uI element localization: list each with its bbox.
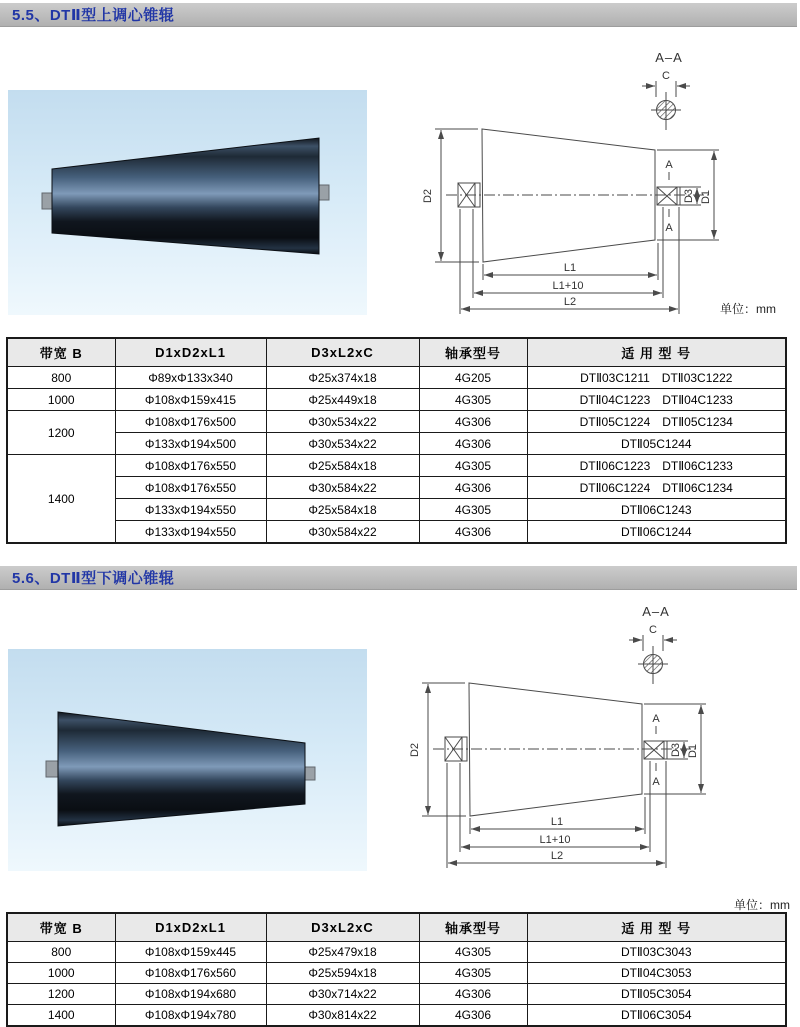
table-cell: Φ108xΦ176x550 — [115, 455, 266, 477]
label-l1: L1 — [563, 262, 577, 274]
table-cell: 1200 — [7, 984, 115, 1005]
table-cell: Φ108xΦ194x680 — [115, 984, 266, 1005]
roller-photo-1-image — [8, 90, 367, 315]
table-row — [7, 477, 786, 499]
label-c: C — [649, 624, 657, 636]
table-cell: Φ30x814x22 — [266, 1005, 419, 1027]
axle-stub-left — [46, 761, 58, 777]
table-cell: DTⅡ06C3054 — [527, 1005, 786, 1027]
label-section-aa: A–A — [655, 50, 683, 65]
table-cell: 4G306 — [419, 411, 527, 433]
roller-photo-1 — [8, 90, 367, 315]
table-cell: Φ30x584x22 — [266, 521, 419, 544]
label-d3: D3 — [670, 742, 682, 758]
table-cell: DTⅡ05C1244 — [527, 433, 786, 455]
table-cell: Φ30x534x22 — [266, 411, 419, 433]
table-cell: 800 — [7, 942, 115, 963]
label-d2: D2 — [422, 188, 434, 204]
label-d1: D1 — [687, 743, 699, 759]
col-header-d1d2l1: D1xD2xL1 — [115, 338, 266, 367]
label-l2: L2 — [550, 850, 564, 862]
section-5-6-title: 5.6、DTⅡ型下调心锥辊 — [12, 570, 175, 587]
label-a-top: A — [652, 713, 660, 725]
label-a-bottom: A — [665, 222, 673, 234]
table-cell-merged: 1200 — [7, 411, 115, 455]
table-header-row — [7, 913, 786, 942]
table-row — [7, 521, 786, 544]
table-cell: Φ133xΦ194x550 — [115, 499, 266, 521]
table-cell: DTⅡ05C3054 — [527, 984, 786, 1005]
label-d1: D1 — [700, 189, 712, 205]
table-header-row — [7, 338, 786, 367]
table-cell: Φ133xΦ194x500 — [115, 433, 266, 455]
col-header-bearing: 轴承型号 — [419, 338, 527, 367]
section-view-circle — [629, 635, 677, 684]
table-cell: Φ133xΦ194x550 — [115, 521, 266, 544]
table-cell: Φ89xΦ133x340 — [115, 367, 266, 389]
table-cell: DTⅡ03C3043 — [527, 942, 786, 963]
table-cell: 4G306 — [419, 521, 527, 544]
table-cell: 4G305 — [419, 942, 527, 963]
table-cell: Φ25x594x18 — [266, 963, 419, 984]
col-header-bandwidth: 带宽 B — [7, 338, 115, 367]
col-header-models: 适 用 型 号 — [527, 913, 786, 942]
col-header-d3l2c: D3xL2xC — [266, 338, 419, 367]
unit-label-1: 单位：mm — [720, 302, 776, 316]
table-cell: DTⅡ04C3053 — [527, 963, 786, 984]
section-5-5-header-bar — [0, 3, 797, 27]
col-header-d1d2l1: D1xD2xL1 — [115, 913, 266, 942]
right-bearing — [657, 187, 680, 205]
col-header-models: 适 用 型 号 — [527, 338, 786, 367]
spec-table-2 — [6, 912, 787, 1027]
table-cell: 1400 — [7, 1005, 115, 1027]
spec-table-1 — [6, 337, 787, 544]
label-l1: L1 — [550, 816, 564, 828]
table-cell: 4G306 — [419, 477, 527, 499]
technical-drawing-2 — [407, 594, 787, 872]
section-5-5-title: 5.5、DTⅡ型上调心锥辊 — [12, 7, 175, 24]
table-row — [7, 942, 786, 963]
table-cell: Φ25x374x18 — [266, 367, 419, 389]
section-view-circle — [642, 81, 690, 130]
table-row — [7, 411, 786, 433]
table-cell: Φ30x584x22 — [266, 477, 419, 499]
table-cell: DTⅡ05C1224 DTⅡ05C1234 — [527, 411, 786, 433]
table-cell: DTⅡ03C1211 DTⅡ03C1222 — [527, 367, 786, 389]
table-cell: DTⅡ06C1244 — [527, 521, 786, 544]
label-l1-plus-10: L1+10 — [539, 834, 571, 846]
table-cell: 4G306 — [419, 433, 527, 455]
table-cell: 4G305 — [419, 389, 527, 411]
label-section-aa: A–A — [642, 604, 670, 619]
table-cell: Φ108xΦ176x560 — [115, 963, 266, 984]
roller-photo-2-image — [8, 649, 367, 871]
table-row — [7, 455, 786, 477]
table-cell: Φ108xΦ176x500 — [115, 411, 266, 433]
col-header-bearing: 轴承型号 — [419, 913, 527, 942]
table-cell: Φ108xΦ194x780 — [115, 1005, 266, 1027]
table-cell: Φ25x449x18 — [266, 389, 419, 411]
col-header-bandwidth: 带宽 B — [7, 913, 115, 942]
table-cell: DTⅡ06C1224 DTⅡ06C1234 — [527, 477, 786, 499]
table-cell: Φ30x534x22 — [266, 433, 419, 455]
table-cell: Φ25x479x18 — [266, 942, 419, 963]
label-a-top: A — [665, 159, 673, 171]
right-bearing — [644, 741, 667, 759]
label-a-bottom: A — [652, 776, 660, 788]
table-cell: DTⅡ06C1223 DTⅡ06C1233 — [527, 455, 786, 477]
table-row — [7, 389, 786, 411]
col-header-d3l2c: D3xL2xC — [266, 913, 419, 942]
label-c: C — [662, 70, 670, 82]
table-cell: Φ108xΦ176x550 — [115, 477, 266, 499]
table-cell: 1000 — [7, 963, 115, 984]
table-row — [7, 499, 786, 521]
table-row — [7, 963, 786, 984]
label-l1-plus-10: L1+10 — [552, 280, 584, 292]
table-cell: 4G205 — [419, 367, 527, 389]
table-cell: Φ25x584x18 — [266, 499, 419, 521]
label-l2: L2 — [563, 296, 577, 308]
technical-drawing-1 — [420, 40, 800, 318]
unit-label-2: 单位：mm — [734, 898, 790, 912]
table-cell: 800 — [7, 367, 115, 389]
table-row — [7, 984, 786, 1005]
axle-stub-right — [304, 767, 315, 780]
label-d3: D3 — [683, 188, 695, 204]
table-cell: 1000 — [7, 389, 115, 411]
roller-photo-2 — [8, 649, 367, 871]
table-cell: DTⅡ06C1243 — [527, 499, 786, 521]
table-cell-merged: 1400 — [7, 455, 115, 544]
table-cell: 4G305 — [419, 455, 527, 477]
table-cell: Φ108xΦ159x415 — [115, 389, 266, 411]
table-cell: 4G306 — [419, 1005, 527, 1027]
table-row — [7, 433, 786, 455]
table-cell: Φ25x584x18 — [266, 455, 419, 477]
table-cell: DTⅡ04C1223 DTⅡ04C1233 — [527, 389, 786, 411]
table-cell: 4G305 — [419, 963, 527, 984]
table-row — [7, 367, 786, 389]
section-5-6-header-bar — [0, 566, 797, 590]
table-cell: Φ108xΦ159x445 — [115, 942, 266, 963]
label-d2: D2 — [409, 742, 421, 758]
table-cell: Φ30x714x22 — [266, 984, 419, 1005]
table-cell: 4G305 — [419, 499, 527, 521]
table-cell: 4G306 — [419, 984, 527, 1005]
